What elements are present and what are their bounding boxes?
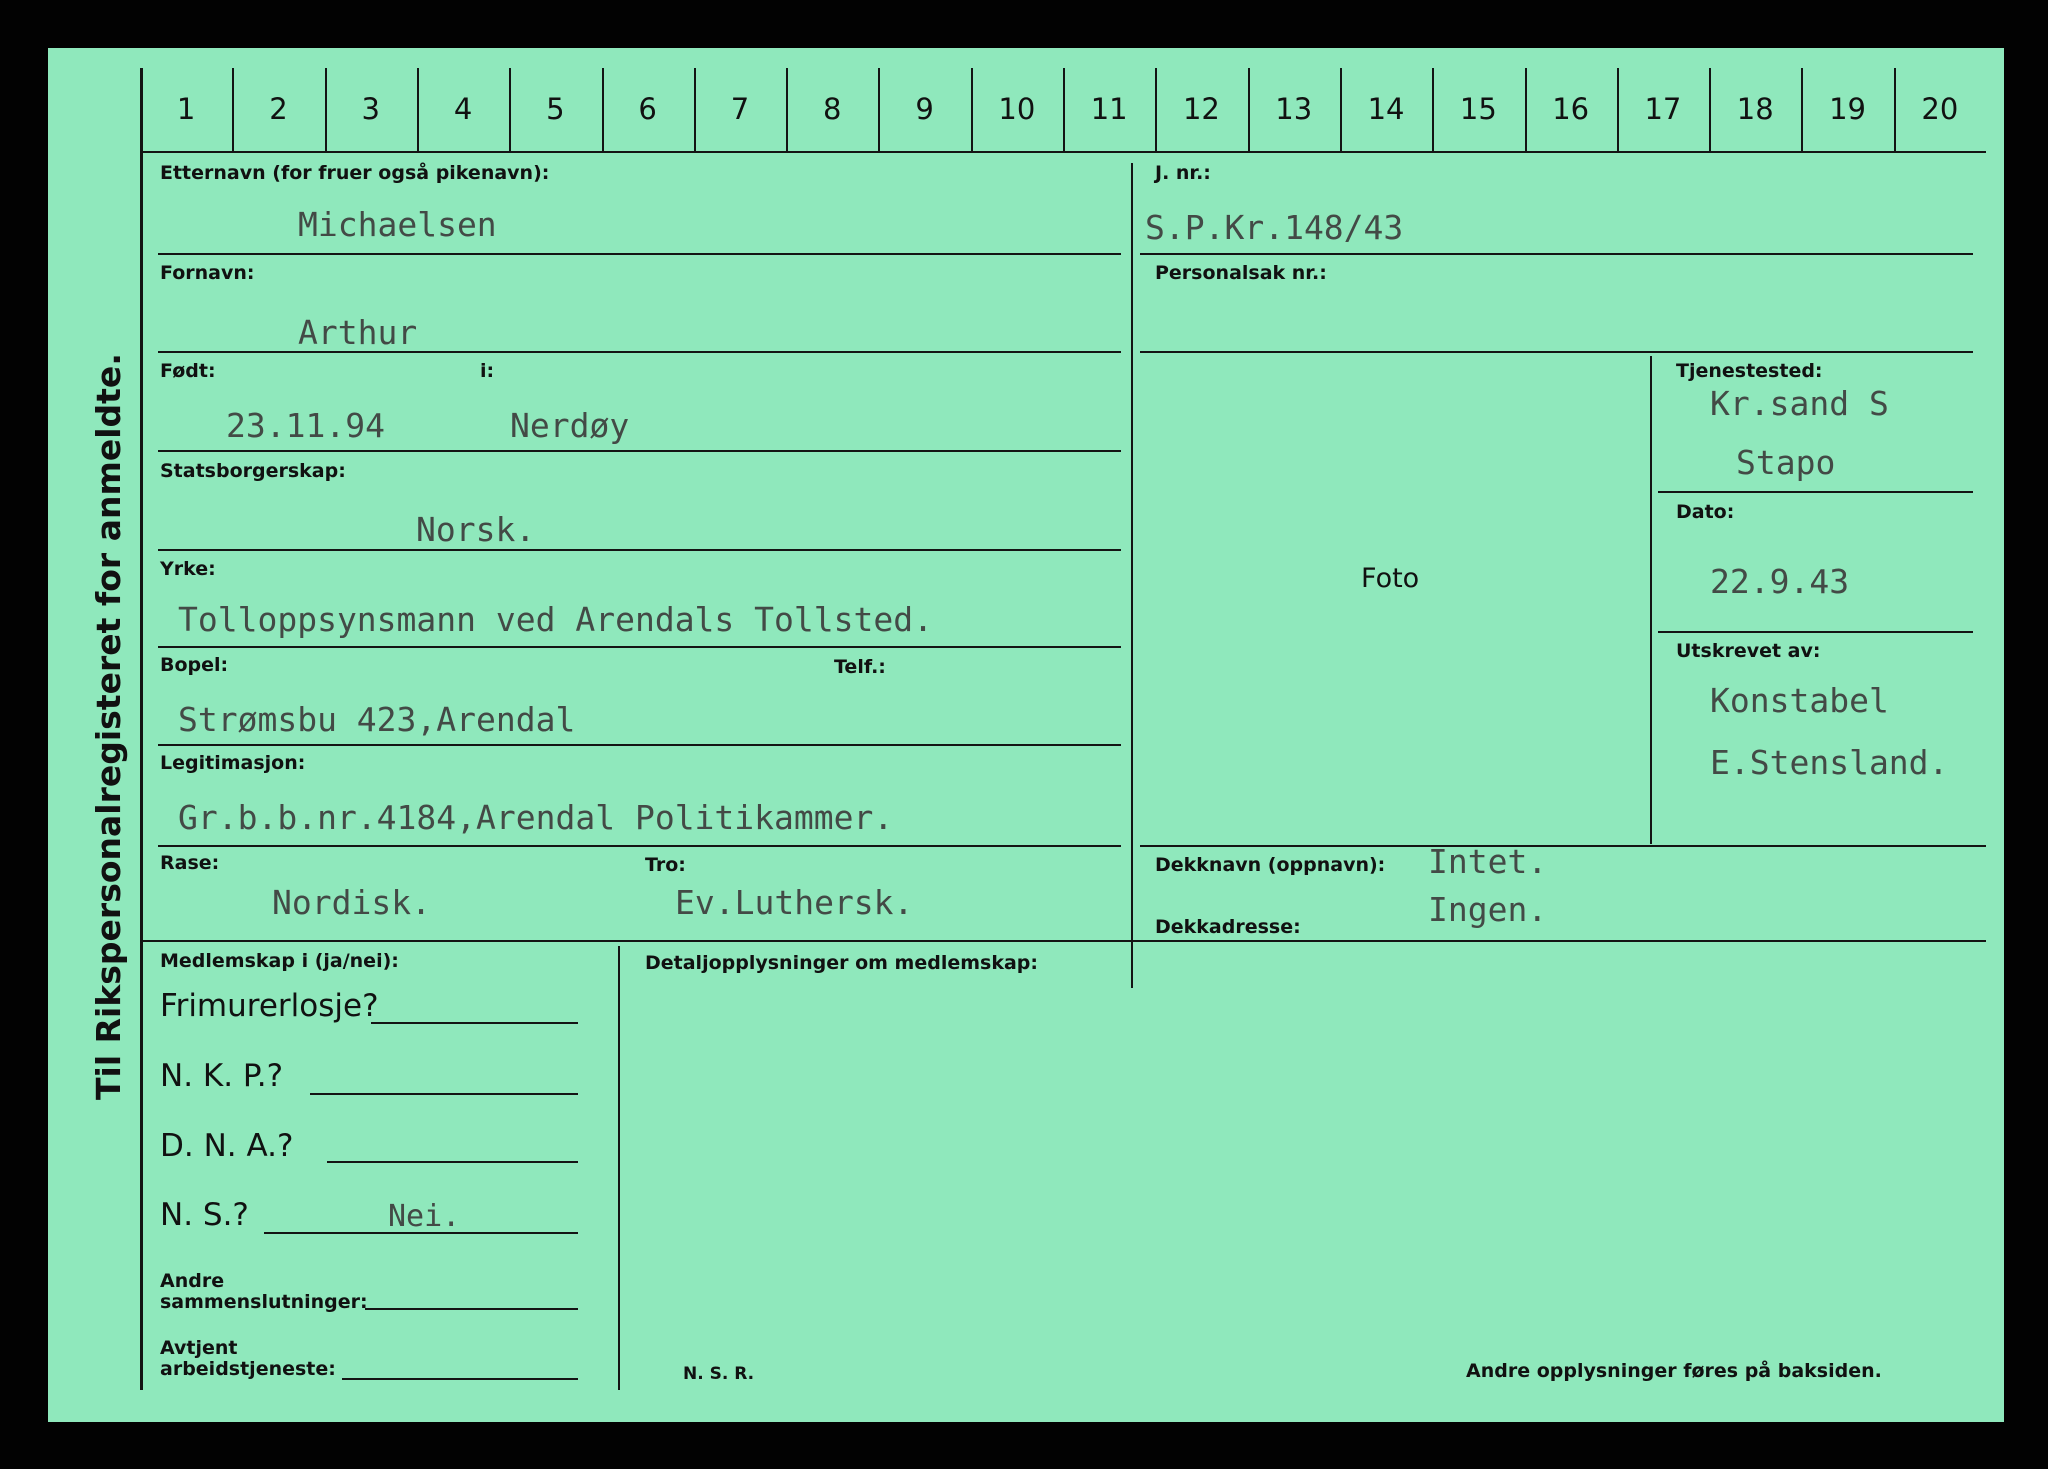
column-tick (325, 68, 327, 151)
ns-label: N. S.? (160, 1197, 249, 1233)
rule-tjenestested (1658, 491, 1973, 493)
rule-bopel (158, 744, 1121, 746)
column-number: 9 (915, 92, 934, 126)
utskrevet-value-2: E.Stensland. (1710, 743, 1949, 782)
dna-label: D. N. A.? (160, 1128, 294, 1164)
andre-line (365, 1308, 578, 1310)
column-tick (1340, 68, 1342, 151)
andre-label-line2: sammenslutninger: (160, 1290, 368, 1313)
column-number: 3 (361, 92, 380, 126)
dekknavn-value: Intet. (1428, 842, 1548, 881)
column-number: 2 (269, 92, 288, 126)
andre-label (160, 1271, 368, 1312)
column-number: 4 (453, 92, 473, 126)
column-tick (232, 68, 234, 151)
frimurer-line (371, 1022, 578, 1024)
column-number: 1 (176, 92, 196, 126)
legitimasjon-value: Gr.b.b.nr.4184,Arendal Politikammer. (178, 798, 894, 837)
rule-legitimasjon (158, 845, 1121, 847)
foto-label: Foto (1361, 563, 1420, 594)
etternavn-label: Etternavn (for fruer også pikenavn): (160, 162, 550, 184)
tjenestested-value-1: Kr.sand S (1710, 384, 1889, 423)
rule-fodt (158, 450, 1121, 452)
fodt-value: 23.11.94 (226, 406, 385, 445)
middle-divider-line (1131, 163, 1133, 988)
column-number: 15 (1459, 92, 1497, 126)
membership-label: Medlemskap i (ja/nei): (160, 950, 399, 972)
jnr-value: S.P.Kr.148/43 (1145, 208, 1404, 247)
dna-line (327, 1161, 578, 1163)
tro-label: Tro: (645, 854, 686, 876)
avtjent-label-line1: Avtjent (160, 1337, 238, 1359)
side-title: Til Rikspersonalregisteret for anmeldte. (89, 353, 128, 1100)
rase-label: Rase: (160, 852, 220, 874)
nsr-mark: N. S. R. (683, 1364, 755, 1384)
registration-card (48, 48, 2004, 1422)
frimurer-label: Frimurerlosje? (160, 988, 379, 1024)
column-number: 20 (1921, 92, 1959, 126)
column-tick (1709, 68, 1711, 151)
column-tick (1063, 68, 1065, 151)
column-tick (1801, 68, 1803, 151)
details-label: Detaljopplysninger om medlemskap: (645, 952, 1038, 974)
nkp-line (310, 1093, 578, 1095)
yrke-value: Tolloppsynsmann ved Arendals Tollsted. (178, 600, 933, 639)
section-divider-line (140, 940, 1986, 942)
column-tick (1248, 68, 1250, 151)
nkp-label: N. K. P.? (160, 1058, 284, 1094)
column-number: 10 (998, 92, 1036, 126)
fodt-label: Født: (160, 360, 216, 382)
column-tick (417, 68, 419, 151)
avtjent-label (160, 1338, 336, 1379)
rule-jnr (1140, 253, 1973, 255)
andre-label-line1: Andre (160, 1270, 225, 1292)
column-tick (509, 68, 511, 151)
membership-divider-line (618, 946, 620, 1390)
tjenestested-value-2: Stapo (1736, 443, 1836, 482)
utskrevet-value-1: Konstabel (1710, 681, 1889, 720)
rase-value: Nordisk. (272, 883, 431, 922)
etternavn-value: Michaelsen (298, 205, 497, 244)
header-bottom-line (140, 151, 1986, 153)
column-tick (1525, 68, 1527, 151)
column-number: 18 (1736, 92, 1774, 126)
column-tick (878, 68, 880, 151)
rule-foto-bottom (1140, 845, 1986, 847)
dekkadresse-value: Ingen. (1428, 890, 1548, 929)
legitimasjon-label: Legitimasjon: (160, 752, 306, 774)
ns-value: Nei. (388, 1199, 461, 1234)
fornavn-label: Fornavn: (160, 262, 255, 284)
fornavn-value: Arthur (298, 313, 418, 352)
column-number: 7 (730, 92, 750, 126)
column-tick (971, 68, 973, 151)
column-number: 13 (1275, 92, 1313, 126)
bopel-value: Strømsbu 423,Arendal (178, 700, 576, 739)
column-number: 11 (1090, 92, 1128, 126)
column-tick (602, 68, 604, 151)
column-tick (1432, 68, 1434, 151)
statsborgerskap-label: Statsborgerskap: (160, 460, 346, 482)
column-number: 16 (1552, 92, 1590, 126)
column-tick (694, 68, 696, 151)
avtjent-line (342, 1378, 578, 1380)
rule-yrke (158, 646, 1121, 648)
column-tick (1155, 68, 1157, 151)
column-number: 6 (638, 92, 657, 126)
tjenestested-label: Tjenestested: (1676, 360, 1823, 382)
left-border-line (140, 68, 143, 1390)
rule-dato (1658, 631, 1973, 633)
jnr-label: J. nr.: (1155, 162, 1211, 184)
dato-label: Dato: (1676, 501, 1735, 523)
rule-etternavn (158, 253, 1121, 255)
tro-value: Ev.Luthersk. (675, 883, 914, 922)
rule-statsborgerskap (158, 549, 1121, 551)
column-tick (786, 68, 788, 151)
right-divider-line (1650, 356, 1652, 844)
utskrevet-label: Utskrevet av: (1676, 640, 1821, 662)
dekkadresse-label: Dekkadresse: (1155, 916, 1301, 938)
column-number: 14 (1367, 92, 1405, 126)
telf-label: Telf.: (834, 656, 886, 678)
column-number: 19 (1829, 92, 1866, 126)
bopel-label: Bopel: (160, 654, 229, 676)
statsborgerskap-value: Norsk. (416, 510, 536, 549)
column-tick (1894, 68, 1896, 151)
avtjent-label-line2: arbeidstjeneste: (160, 1357, 336, 1380)
fodested-label: i: (480, 360, 495, 382)
column-tick (1617, 68, 1619, 151)
rule-personalsak (1140, 351, 1973, 353)
column-number: 8 (823, 92, 842, 126)
dato-value: 22.9.43 (1710, 562, 1850, 601)
personalsak-label: Personalsak nr.: (1155, 262, 1327, 284)
footer-note: Andre opplysninger føres på baksiden. (1466, 1360, 1882, 1382)
column-number: 5 (546, 92, 565, 126)
fodested-value: Nerdøy (510, 406, 630, 445)
yrke-label: Yrke: (160, 558, 216, 580)
column-number: 12 (1182, 92, 1220, 126)
column-number: 17 (1644, 92, 1682, 126)
dekknavn-label: Dekknavn (oppnavn): (1155, 854, 1386, 876)
